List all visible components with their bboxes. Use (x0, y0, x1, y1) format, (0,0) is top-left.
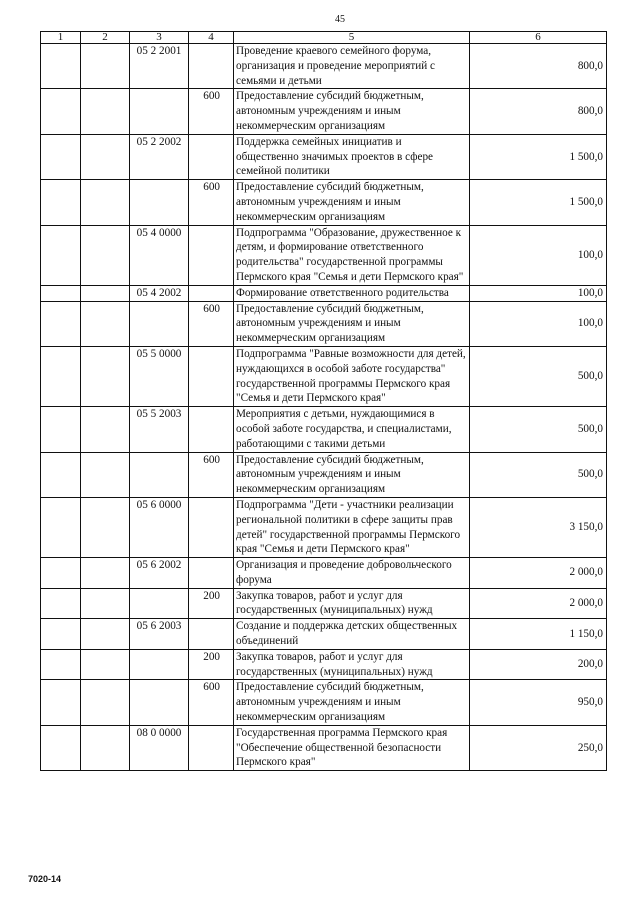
footer-document-code: 7020-14 (28, 874, 62, 884)
cell-target-article-code: 05 2 2002 (130, 134, 189, 179)
cell-amount: 100,0 (470, 301, 607, 346)
cell-target-article-code (130, 180, 189, 225)
cell-item-name: Подпрограмма "Образование, дружественное к детям, и формирование ответственного родительства" государственной программы Пермского края "Семья и дети Пермского края" (234, 225, 470, 285)
cell-col2 (81, 558, 130, 589)
table-row (41, 407, 607, 452)
budget-table (40, 31, 607, 771)
header-col-3: 3 (130, 32, 189, 44)
cell-expense-type-code (189, 285, 234, 301)
cell-col2 (81, 680, 130, 725)
cell-item-name: Предоставление субсидий бюджетным, автономным учреждениям и иным некоммерческим организациям (234, 180, 470, 225)
cell-target-article-code: 08 0 0000 (130, 725, 189, 770)
cell-col1 (41, 497, 81, 557)
header-col-2: 2 (81, 32, 130, 44)
table-row (41, 649, 607, 680)
header-col-5: 5 (234, 32, 470, 44)
page-number: 45 (335, 14, 345, 25)
cell-item-name: Предоставление субсидий бюджетным, автономным учреждениям и иным некоммерческим организациям (234, 89, 470, 134)
header-row (41, 32, 607, 44)
cell-amount: 250,0 (470, 725, 607, 770)
cell-col1 (41, 619, 81, 650)
cell-col2 (81, 346, 130, 406)
table-row (41, 588, 607, 619)
cell-amount: 3 150,0 (470, 497, 607, 557)
cell-col1 (41, 725, 81, 770)
cell-item-name: Предоставление субсидий бюджетным, автономным учреждениям и иным некоммерческим организациям (234, 452, 470, 497)
cell-col2 (81, 725, 130, 770)
cell-item-name: Закупка товаров, работ и услуг для государственных (муниципальных) нужд (234, 649, 470, 680)
cell-expense-type-code: 600 (189, 680, 234, 725)
cell-amount: 100,0 (470, 225, 607, 285)
cell-item-name: Предоставление субсидий бюджетным, автономным учреждениям и иным некоммерческим организациям (234, 680, 470, 725)
cell-col2 (81, 407, 130, 452)
cell-target-article-code (130, 649, 189, 680)
cell-amount: 1 500,0 (470, 180, 607, 225)
cell-col2 (81, 649, 130, 680)
cell-amount: 500,0 (470, 452, 607, 497)
cell-amount: 500,0 (470, 346, 607, 406)
cell-col1 (41, 89, 81, 134)
cell-col2 (81, 619, 130, 650)
cell-col1 (41, 588, 81, 619)
cell-item-name: Подпрограмма "Равные возможности для детей, нуждающихся в особой заботе государства" государственной программы Пермского края "Семья и дети Пермского края" (234, 346, 470, 406)
cell-expense-type-code (189, 44, 234, 89)
cell-target-article-code: 05 4 0000 (130, 225, 189, 285)
cell-expense-type-code: 600 (189, 452, 234, 497)
table-row (41, 89, 607, 134)
table-row (41, 301, 607, 346)
cell-item-name: Закупка товаров, работ и услуг для государственных (муниципальных) нужд (234, 588, 470, 619)
cell-expense-type-code (189, 407, 234, 452)
cell-expense-type-code (189, 619, 234, 650)
cell-target-article-code (130, 301, 189, 346)
table-row (41, 285, 607, 301)
cell-col2 (81, 134, 130, 179)
cell-col1 (41, 225, 81, 285)
cell-target-article-code: 05 4 2002 (130, 285, 189, 301)
table-row (41, 725, 607, 770)
cell-col1 (41, 285, 81, 301)
cell-target-article-code: 05 2 2001 (130, 44, 189, 89)
cell-col1 (41, 680, 81, 725)
cell-col2 (81, 44, 130, 89)
cell-expense-type-code: 200 (189, 588, 234, 619)
cell-col1 (41, 44, 81, 89)
header-col-4: 4 (189, 32, 234, 44)
cell-amount: 950,0 (470, 680, 607, 725)
table-row (41, 44, 607, 89)
cell-target-article-code: 05 6 2002 (130, 558, 189, 589)
cell-expense-type-code (189, 346, 234, 406)
cell-amount: 2 000,0 (470, 588, 607, 619)
cell-amount: 100,0 (470, 285, 607, 301)
cell-col2 (81, 588, 130, 619)
cell-expense-type-code: 200 (189, 649, 234, 680)
cell-item-name: Формирование ответственного родительства (234, 285, 470, 301)
cell-target-article-code (130, 680, 189, 725)
cell-col2 (81, 497, 130, 557)
cell-col1 (41, 407, 81, 452)
cell-col1 (41, 558, 81, 589)
cell-col2 (81, 180, 130, 225)
table-row (41, 680, 607, 725)
cell-item-name: Мероприятия с детьми, нуждающимися в особой заботе государства, и специалистами, работающими с такими детьми (234, 407, 470, 452)
cell-target-article-code: 05 6 0000 (130, 497, 189, 557)
cell-target-article-code (130, 588, 189, 619)
cell-amount: 500,0 (470, 407, 607, 452)
cell-item-name: Предоставление субсидий бюджетным, автономным учреждениям и иным некоммерческим организациям (234, 301, 470, 346)
cell-expense-type-code: 600 (189, 89, 234, 134)
cell-col1 (41, 346, 81, 406)
cell-target-article-code: 05 5 0000 (130, 346, 189, 406)
cell-col1 (41, 301, 81, 346)
cell-amount: 1 500,0 (470, 134, 607, 179)
cell-item-name: Поддержка семейных инициатив и общественно значимых проектов в сфере семейной политики (234, 134, 470, 179)
cell-expense-type-code: 600 (189, 180, 234, 225)
cell-col1 (41, 180, 81, 225)
cell-item-name: Подпрограмма "Дети - участники реализации региональной политики в сфере защиты прав детей" государственной программы Пермского края "Семья и дети Пермского края" (234, 497, 470, 557)
table-row (41, 619, 607, 650)
cell-target-article-code (130, 452, 189, 497)
cell-col1 (41, 134, 81, 179)
cell-col2 (81, 452, 130, 497)
table-row (41, 558, 607, 589)
cell-expense-type-code (189, 134, 234, 179)
cell-item-name: Проведение краевого семейного форума, организация и проведение мероприятий с семьями и детьми (234, 44, 470, 89)
table-row (41, 134, 607, 179)
table-row (41, 452, 607, 497)
table-row (41, 497, 607, 557)
cell-expense-type-code: 600 (189, 301, 234, 346)
header-col-6: 6 (470, 32, 607, 44)
cell-target-article-code: 05 5 2003 (130, 407, 189, 452)
cell-expense-type-code (189, 558, 234, 589)
table-row (41, 225, 607, 285)
cell-col2 (81, 285, 130, 301)
header-col-1: 1 (41, 32, 81, 44)
cell-target-article-code (130, 89, 189, 134)
cell-col2 (81, 225, 130, 285)
cell-item-name: Организация и проведение добровольческого форума (234, 558, 470, 589)
cell-target-article-code: 05 6 2003 (130, 619, 189, 650)
cell-expense-type-code (189, 725, 234, 770)
cell-amount: 2 000,0 (470, 558, 607, 589)
table-row (41, 346, 607, 406)
table-row (41, 180, 607, 225)
cell-expense-type-code (189, 225, 234, 285)
cell-col1 (41, 649, 81, 680)
cell-item-name: Создание и поддержка детских общественных объединений (234, 619, 470, 650)
cell-col2 (81, 301, 130, 346)
cell-amount: 200,0 (470, 649, 607, 680)
cell-col1 (41, 452, 81, 497)
cell-amount: 800,0 (470, 44, 607, 89)
cell-expense-type-code (189, 497, 234, 557)
cell-amount: 800,0 (470, 89, 607, 134)
cell-item-name: Государственная программа Пермского края "Обеспечение общественной безопасности Пермского края" (234, 725, 470, 770)
cell-amount: 1 150,0 (470, 619, 607, 650)
cell-col2 (81, 89, 130, 134)
